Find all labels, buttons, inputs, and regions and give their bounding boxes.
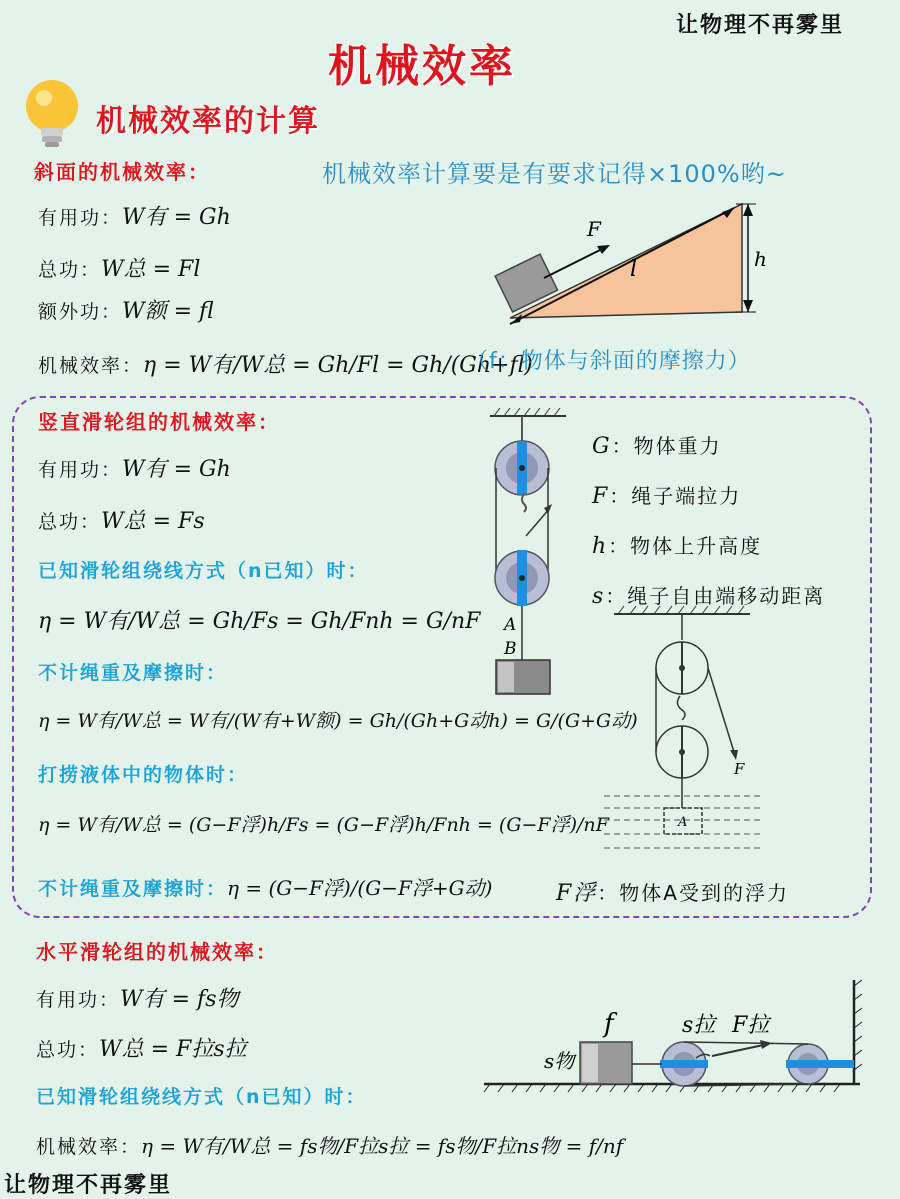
legend-s-text: ：绳子自由端移动距离: [605, 584, 826, 608]
times100-note: 机械效率计算要是有要求记得×100%哟~: [322, 160, 787, 188]
horizontal-efficiency-label: 机械效率：: [36, 1136, 142, 1158]
friction-note: （f：物体与斜面的摩擦力）: [466, 349, 751, 374]
brand-top: 让物理不再雾里: [676, 13, 845, 38]
incline-diagram: [484, 196, 774, 332]
pulley-diagram-1: [480, 408, 580, 698]
pulley1-label-a: A: [504, 615, 517, 635]
horizontal-total-expr: W总 = F拉s拉: [99, 1037, 247, 1062]
pulley-diagram-2: [600, 602, 770, 862]
horizontal-total-work: [36, 1032, 247, 1063]
incline-efficiency-label: 机械效率：: [38, 355, 144, 377]
incline-heading: 斜面的机械效率：: [34, 160, 210, 184]
vertical-total-label: 总功：: [38, 511, 102, 533]
incline-useful-label: 有用功：: [38, 207, 123, 229]
horizontal-efficiency: [36, 1130, 623, 1159]
horizontal-heading: 水平滑轮组的机械效率：: [36, 940, 278, 964]
section-subtitle: 机械效率的计算: [96, 104, 320, 139]
pulley2-label-a: A: [678, 815, 688, 830]
pulley2-label-f: F: [734, 760, 745, 778]
incline-efficiency-expr: η = W有/W总 = Gh/Fl = Gh/(Gh+fl): [143, 353, 533, 378]
vertical-useful-expr: W有 = Gh: [122, 457, 231, 482]
legend-buoyancy-sym: F浮: [556, 881, 598, 906]
vertical-liquid-expr: η = W有/W总 = (G−F浮)h/Fs = (G−F浮)h/Fnh = (G−F浮)/nF: [38, 814, 609, 836]
incline-extra-expr: W额 = fl: [122, 299, 214, 324]
vertical-no-friction-heading: 不计绳重及摩擦时：: [38, 662, 228, 684]
incline-force-label: F: [587, 217, 601, 241]
vertical-known-n-heading: 已知滑轮组绕线方式（n已知）时：: [38, 560, 369, 582]
page-title: 机械效率: [328, 41, 516, 92]
vertical-no-friction-expr: η = W有/W总 = W有/(W有+W额) = Gh/(Gh+G动h) = G/(G+G动): [38, 710, 638, 732]
vertical-liquid-heading: 打捞液体中的物体时：: [38, 764, 249, 786]
brand-bottom: 让物理不再雾里: [4, 1173, 173, 1198]
lightbulb-icon: [24, 78, 84, 150]
incline-useful-work: [38, 200, 231, 231]
vertical-useful-work: [38, 452, 231, 483]
legend-f-sym: F: [592, 484, 610, 509]
horizontal-pulley-diagram: [480, 976, 876, 1100]
legend-g-text: ：物体重力: [611, 434, 722, 458]
legend-h-text: ：物体上升高度: [608, 534, 763, 558]
vertical-total-work: [38, 504, 205, 535]
legend-s-sym: s: [592, 584, 606, 609]
vertical-total-expr: W总 = Fs: [101, 509, 205, 534]
incline-length-label: l: [630, 257, 638, 282]
legend-buoyancy-text: ：物体A受到的浮力: [597, 881, 789, 905]
incline-useful-expr: W有 = Gh: [122, 205, 231, 230]
legend-g: [592, 430, 722, 459]
legend-f: [592, 480, 741, 509]
vertical-known-n-expr: η = W有/W总 = Gh/Fs = Gh/Fnh = G/nF: [38, 609, 481, 634]
pulley1-label-b: B: [504, 639, 517, 659]
horizontal-useful-expr: W有 = fs物: [120, 987, 239, 1012]
incline-extra-label: 额外功：: [38, 301, 123, 323]
horizontal-useful-label: 有用功：: [36, 989, 121, 1011]
vertical-heading: 竖直滑轮组的机械效率：: [38, 410, 280, 434]
incline-extra-work: [38, 294, 214, 325]
vertical-liquid-no-friction-heading: 不计绳重及摩擦时：: [38, 878, 228, 900]
horizontal-label-f: f: [604, 1009, 614, 1039]
horizontal-total-label: 总功：: [36, 1039, 100, 1061]
legend-h: [592, 530, 762, 559]
incline-total-expr: W总 = Fl: [101, 257, 201, 282]
legend-buoyancy: [556, 876, 789, 907]
legend-h-sym: h: [592, 534, 609, 559]
incline-height-label: h: [754, 247, 767, 271]
vertical-liquid-no-friction-expr: η = (G−F浮)/(G−F浮+G动): [227, 876, 493, 900]
horizontal-label-f-pull: F拉: [732, 1013, 770, 1038]
horizontal-label-s-pull: s拉: [682, 1013, 716, 1038]
vertical-liquid-no-friction: [38, 872, 492, 901]
horizontal-useful-work: [36, 982, 238, 1013]
vertical-useful-label: 有用功：: [38, 459, 123, 481]
incline-efficiency: [38, 348, 533, 379]
incline-total-label: 总功：: [38, 259, 102, 281]
horizontal-label-s-obj: s物: [544, 1049, 575, 1073]
horizontal-efficiency-expr: η = W有/W总 = fs物/F拉s拉 = fs物/F拉ns物 = f/nf: [141, 1134, 624, 1158]
legend-f-text: ：绳子端拉力: [609, 484, 742, 508]
incline-total-work: [38, 252, 200, 283]
legend-g-sym: G: [592, 434, 612, 459]
horizontal-known-n-heading: 已知滑轮组绕线方式（n已知）时：: [36, 1086, 367, 1108]
